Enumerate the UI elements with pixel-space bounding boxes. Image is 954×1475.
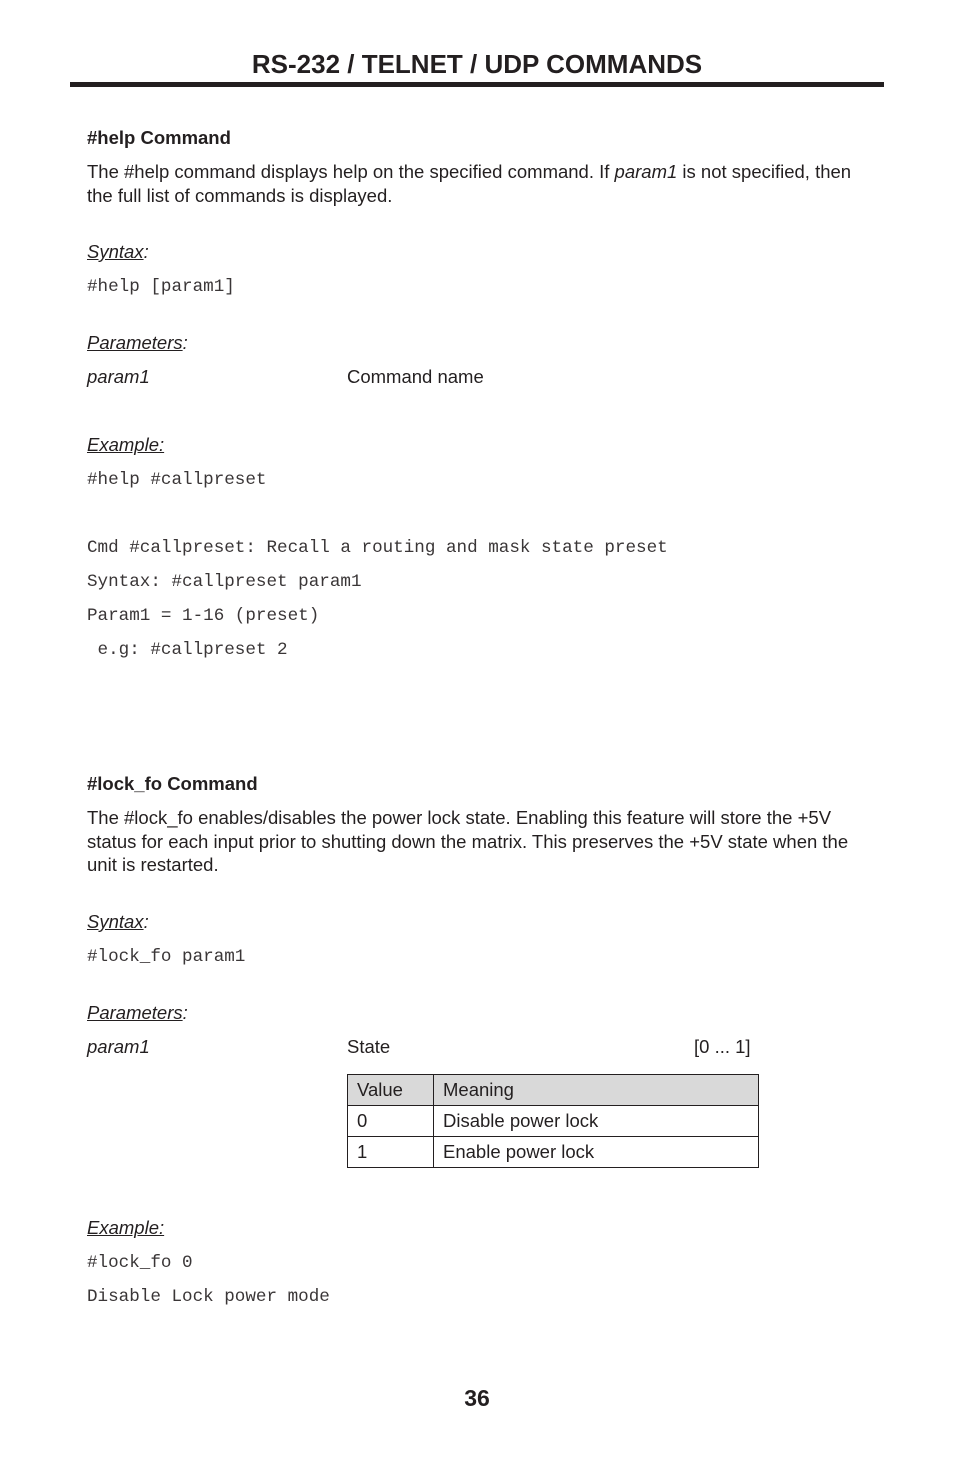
- title-rule: [70, 82, 884, 87]
- page-title: RS-232 / TELNET / UDP COMMANDS: [251, 49, 703, 79]
- table-cell: Disable power lock: [434, 1106, 759, 1137]
- table-cell: 1: [348, 1137, 434, 1168]
- page-number: 36: [464, 1385, 490, 1411]
- help-example-line: Param1 = 1-16 (preset): [87, 606, 320, 626]
- lock-param-desc: State: [347, 1036, 391, 1057]
- lock-param-name: param1: [87, 1036, 150, 1057]
- lock-description: The #lock_fo enables/disables the power lock state. Enabling this feature will store the +5V status for each input prior to shutting down the matrix. This preserves the +5V state when the unit is restarted.: [87, 807, 849, 875]
- help-syntax-label: Syntax:: [87, 241, 149, 262]
- lock-syntax-label: Syntax:: [87, 911, 149, 932]
- lock-parameters-label-text: Parameters: [87, 1002, 183, 1023]
- help-example-label-text: Example:: [87, 434, 165, 455]
- table-cell: 0: [348, 1106, 434, 1137]
- lock-example-line: #lock_fo 0: [87, 1253, 193, 1273]
- help-command-heading: #help Command: [87, 127, 231, 148]
- help-param-desc: Command name: [347, 366, 484, 387]
- help-description-pre: The #help command displays help on the specified command. If: [87, 161, 615, 182]
- help-example-line: Syntax: #callpreset param1: [87, 572, 362, 592]
- help-parameters-label: Parameters:: [87, 332, 188, 353]
- help-description-post: is not specified, then the full list of commands is displayed.: [87, 161, 852, 206]
- lock-example-label: [87, 1216, 164, 1240]
- help-example-line: #help #callpreset: [87, 470, 267, 490]
- table-cell: Enable power lock: [434, 1137, 759, 1168]
- lock-param-range: [0 ... 1]: [694, 1036, 751, 1057]
- help-param-name: param1: [87, 366, 150, 387]
- table-row: [348, 1106, 759, 1137]
- values-table: [347, 1074, 759, 1168]
- lock-syntax-label-text: Syntax: [87, 911, 144, 932]
- help-description-param: param1: [614, 161, 678, 182]
- help-syntax-code: #help [param1]: [87, 277, 235, 297]
- help-description: [87, 160, 877, 207]
- table-header-row: [348, 1075, 759, 1106]
- lock-example-line: Disable Lock power mode: [87, 1287, 330, 1307]
- lock-parameters-label: Parameters:: [87, 1002, 188, 1023]
- lock-syntax-code: #lock_fo param1: [87, 947, 246, 967]
- help-example-line: Cmd #callpreset: Recall a routing and mask state preset: [87, 538, 668, 558]
- lock-example-label-text: Example:: [87, 1217, 165, 1238]
- help-parameters-label-text: Parameters: [87, 332, 183, 353]
- table-row: [348, 1137, 759, 1168]
- table-header-cell: Value: [348, 1075, 434, 1106]
- table-header-cell: Meaning: [434, 1075, 759, 1106]
- help-example-label: [87, 433, 164, 457]
- lock-command-heading: #lock_fo Command: [87, 773, 258, 794]
- help-syntax-label-text: Syntax: [87, 241, 144, 262]
- help-example-line: e.g: #callpreset 2: [87, 640, 288, 660]
